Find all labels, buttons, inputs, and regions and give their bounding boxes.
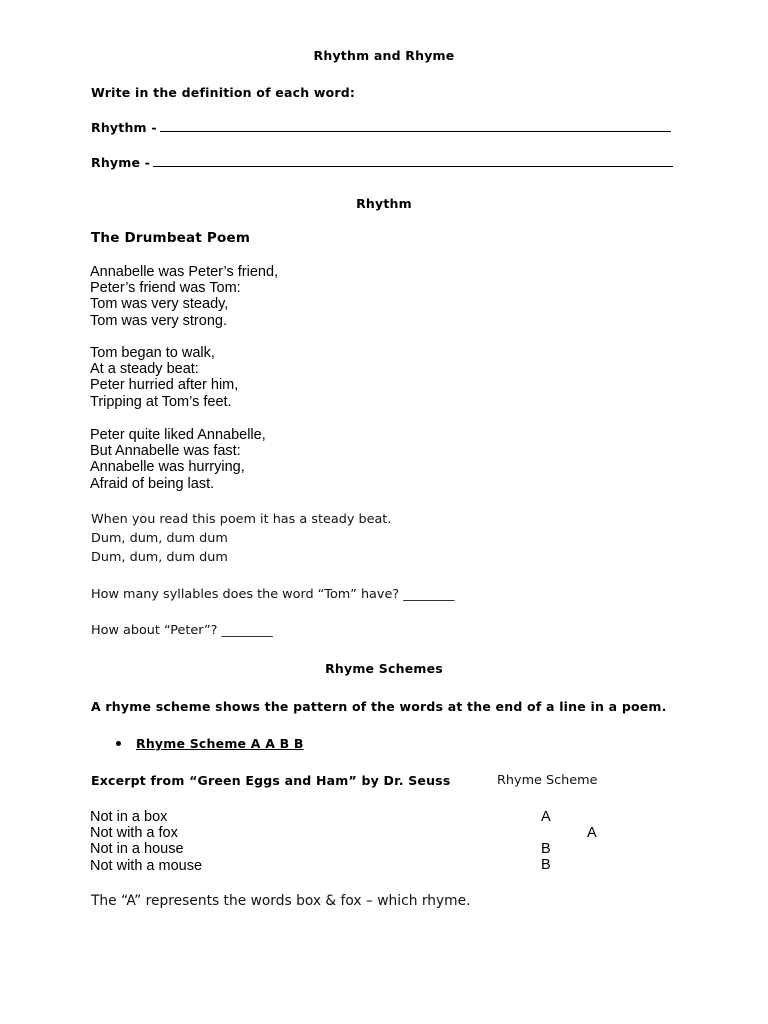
excerpt-line: Not in a box <box>90 809 168 825</box>
excerpt-label: Excerpt from “Green Eggs and Ham” by Dr. Seuss <box>91 773 451 788</box>
rhyme-scheme-column-header: Rhyme Scheme <box>497 773 598 788</box>
poem-line: Tom began to walk, <box>90 345 215 361</box>
rhyme-scheme-bullet: Rhyme Scheme A A B B <box>136 736 304 751</box>
rhyme-schemes-heading: Rhyme Schemes <box>325 661 443 676</box>
poem-line: But Annabelle was fast: <box>90 443 241 460</box>
definition-blank-rhythm[interactable] <box>160 131 671 132</box>
rhythm-heading: Rhythm <box>356 196 412 211</box>
scheme-letter: B <box>541 857 551 873</box>
excerpt-lines <box>90 809 202 874</box>
poem-line: Tom was very steady, <box>90 296 229 313</box>
excerpt-line: Not with a mouse <box>90 857 203 874</box>
bullet-icon <box>116 741 121 746</box>
definition-label-rhyme: Rhyme - <box>91 155 151 170</box>
poem-line: Peter’s friend was Tom: <box>90 280 241 297</box>
page-title: Rhythm and Rhyme <box>313 48 455 63</box>
excerpt-line: Not with a fox <box>90 825 178 842</box>
instructions: Write in the definition of each word: <box>91 85 356 100</box>
beat-line-3: Dum, dum, dum dum <box>91 550 228 565</box>
poem-line: Tripping at Tom’s feet. <box>90 393 232 410</box>
beat-line-1: When you read this poem it has a steady beat. <box>91 512 392 527</box>
question-tom-text: How many syllables does the word “Tom” have? <box>91 587 400 602</box>
poem-line: Peter hurried after him, <box>90 377 239 394</box>
poem-stanza-1 <box>90 264 278 329</box>
poem-line: Tom was very strong. <box>90 312 227 329</box>
definition-label-rhythm: Rhythm - <box>91 120 157 135</box>
poem-line: Annabelle was Peter’s friend, <box>90 264 279 280</box>
question-tom-blank[interactable]: ________ <box>403 587 455 602</box>
question-tom <box>91 587 454 602</box>
excerpt-line: Not in a house <box>90 841 184 858</box>
poem-title: The Drumbeat Poem <box>91 230 251 246</box>
scheme-letter: A <box>541 809 551 825</box>
poem-stanza-3 <box>90 427 266 492</box>
scheme-letter: A <box>587 825 597 841</box>
beat-line-2: Dum, dum, dum dum <box>91 531 228 546</box>
rhyme-scheme-definition: A rhyme scheme shows the pattern of the words at the end of a line in a poem. <box>91 699 667 714</box>
question-peter-text: How about “Peter”? <box>91 623 218 638</box>
question-peter <box>91 623 273 638</box>
definition-blank-rhyme[interactable] <box>153 166 673 167</box>
scheme-letter: B <box>541 841 551 857</box>
poem-stanza-2 <box>90 345 238 410</box>
question-peter-blank[interactable]: ________ <box>221 623 273 638</box>
poem-line: Afraid of being last. <box>90 475 215 492</box>
poem-line: At a steady beat: <box>90 361 199 378</box>
poem-line: Annabelle was hurrying, <box>90 459 245 476</box>
poem-line: Peter quite liked Annabelle, <box>90 427 266 443</box>
rhyme-explanation: The “A” represents the words box & fox – which rhyme. <box>91 893 471 909</box>
